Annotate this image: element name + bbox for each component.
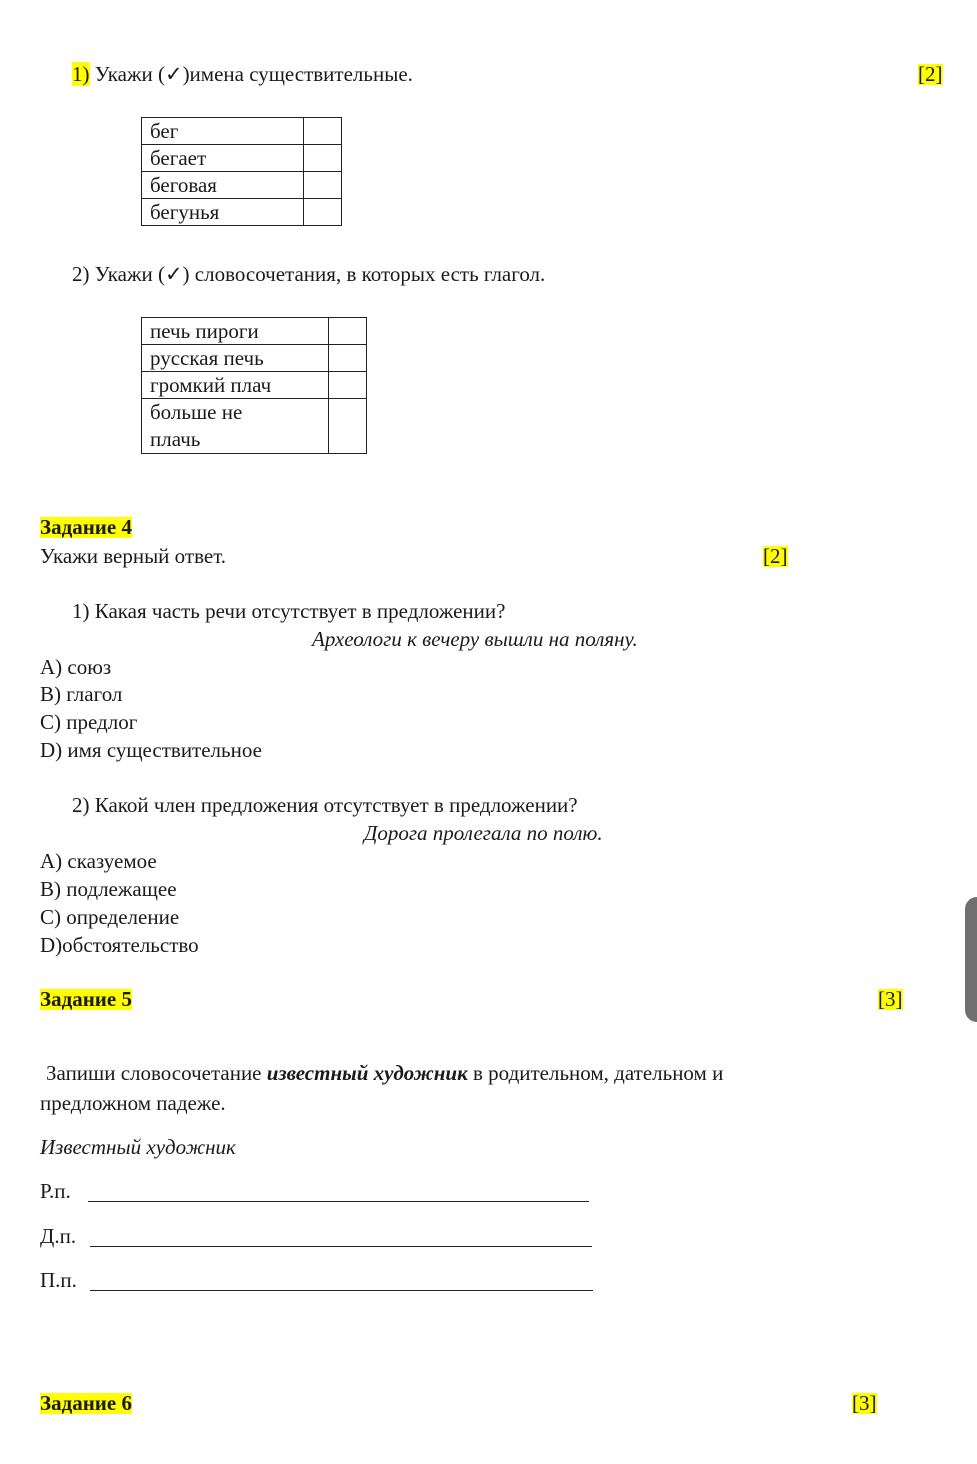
check-box[interactable]: [304, 145, 342, 172]
task5-title: Задание 5: [40, 987, 132, 1011]
check-box[interactable]: [329, 372, 367, 399]
table-row: [142, 372, 367, 399]
task4-q2-sentence: Дорога пролегала по полю.: [364, 821, 603, 845]
answer-line[interactable]: [90, 1246, 592, 1247]
task5-text-bold: известный художник: [266, 1061, 468, 1085]
answer-option: D)обстоятельство: [40, 933, 199, 957]
table-row: [142, 318, 367, 345]
task5-phrase: Известный художник: [40, 1135, 236, 1159]
answer-option: A) союз: [40, 655, 112, 679]
q1-score: [2]: [918, 62, 943, 86]
answer-option: D) имя существительное: [40, 738, 262, 762]
table-row: [142, 345, 367, 372]
table-row: [142, 145, 342, 172]
check-box[interactable]: [329, 399, 367, 454]
task5-instruction: [46, 1063, 723, 1084]
table-cell-phrase: русская печь: [142, 345, 329, 372]
q1-text: Укажи (✓)имена существительные.: [94, 62, 413, 86]
table-cell-word: бегунья: [142, 199, 304, 226]
task4-q1-sentence: Археологи к вечеру вышли на поляну.: [312, 627, 638, 651]
case-label: П.п.: [40, 1268, 77, 1292]
answer-option: C) определение: [40, 905, 180, 929]
case-label: Д.п.: [40, 1224, 77, 1248]
q2-table: [141, 317, 367, 454]
check-box[interactable]: [329, 318, 367, 345]
task4-instruction: Укажи верный ответ.: [40, 544, 227, 568]
task5-text-post: в родительном, дательном и: [467, 1061, 724, 1085]
table-cell-phrase: больше не плачь: [142, 399, 329, 454]
table-row: [142, 118, 342, 145]
task4-title: Задание 4: [40, 515, 132, 539]
task6-title: Задание 6: [40, 1391, 132, 1415]
check-box[interactable]: [329, 345, 367, 372]
check-box[interactable]: [304, 172, 342, 199]
answer-option: A) сказуемое: [40, 849, 157, 873]
table-row: [142, 199, 342, 226]
task5-text-pre: Запиши словосочетание: [46, 1061, 267, 1085]
task4-score: [2]: [763, 544, 788, 568]
table-cell-word: бегает: [142, 145, 304, 172]
table-row: [142, 399, 367, 454]
check-box[interactable]: [304, 118, 342, 145]
task4-q2-question: 2) Какой член предложения отсутствует в предложении?: [72, 793, 578, 817]
task6-score: [3]: [852, 1391, 877, 1415]
task5-instruction-line2: предложном падеже.: [40, 1091, 226, 1115]
answer-option: B) глагол: [40, 682, 123, 706]
q2-question: 2) Укажи (✓) словосочетания, в которых есть глагол.: [72, 262, 546, 286]
check-box[interactable]: [304, 199, 342, 226]
scroll-handle[interactable]: [965, 897, 977, 1022]
q1-table: [141, 117, 342, 226]
answer-line[interactable]: [88, 1201, 589, 1202]
answer-line[interactable]: [90, 1290, 593, 1291]
table-cell-phrase: печь пироги: [142, 318, 329, 345]
task5-score: [3]: [878, 987, 903, 1011]
table-cell-phrase: громкий плач: [142, 372, 329, 399]
table-row: [142, 172, 342, 199]
q1-number: 1): [72, 62, 90, 86]
case-label: Р.п.: [40, 1179, 71, 1203]
answer-option: B) подлежащее: [40, 877, 177, 901]
table-cell-word: беговая: [142, 172, 304, 199]
q1-question: [72, 64, 413, 85]
answer-option: C) предлог: [40, 710, 138, 734]
table-cell-word: бег: [142, 118, 304, 145]
task4-q1-question: 1) Какая часть речи отсутствует в предложении?: [72, 599, 506, 623]
